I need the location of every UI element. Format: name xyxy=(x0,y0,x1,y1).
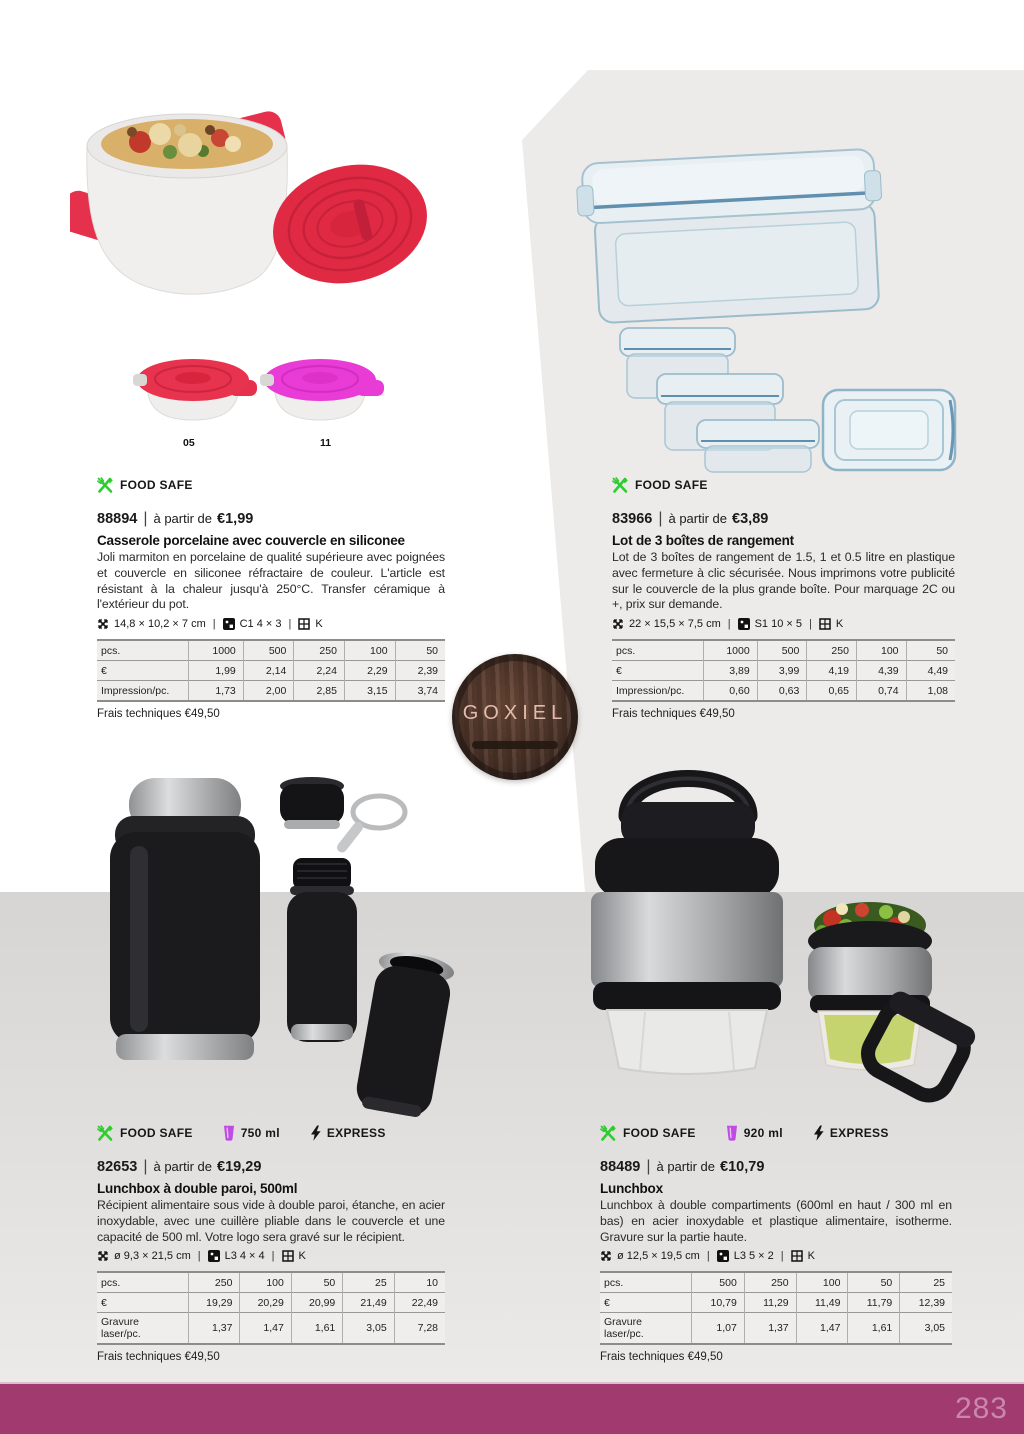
table-cell: 0,65 xyxy=(807,681,857,702)
product-photo-storage-boxes xyxy=(575,128,977,478)
food-safe-badge xyxy=(97,477,193,494)
badge-row xyxy=(97,1124,445,1142)
table-cell: 100 xyxy=(240,1272,291,1293)
casserole-pot xyxy=(70,109,288,295)
table-row-label: € xyxy=(600,1293,692,1313)
table-row xyxy=(97,661,445,681)
food-safe-badge xyxy=(600,1125,696,1142)
product-photo-casserole xyxy=(70,92,440,445)
fees-value: €49,50 xyxy=(699,708,735,721)
volume-label: 920 ml xyxy=(743,1126,783,1140)
table-cell: 1,47 xyxy=(240,1313,291,1345)
separator: | xyxy=(646,1158,651,1175)
table-row-label: pcs. xyxy=(101,1276,121,1289)
table-cell: 3,99 xyxy=(757,661,807,681)
table-cell: 2,85 xyxy=(294,681,345,702)
packaging-icon xyxy=(791,1250,803,1262)
mid-flask xyxy=(287,858,357,1042)
table-cell: 20,99 xyxy=(291,1293,342,1313)
price: €3,89 xyxy=(732,511,769,527)
table-cell: 50 xyxy=(906,640,955,661)
marking-icon xyxy=(717,1250,729,1262)
table-cell: 2,00 xyxy=(243,681,294,702)
fees-label: Frais techniques xyxy=(600,1351,685,1364)
product-description: Lot de 3 boîtes de rangement de 1.5, 1 et 0.5 litre en plastique avec fermeture à clic sécurisée. Nous imprimons votre publicité sur le couvercle de la plus grande boîte. Pour marquage 2C ou +, prix sur demande. xyxy=(612,550,955,612)
page-number: 283 xyxy=(954,1392,1008,1425)
separator: | xyxy=(143,1158,148,1175)
spec-line xyxy=(612,618,955,630)
table-row xyxy=(97,1293,445,1313)
table-cell: 20,29 xyxy=(240,1293,291,1313)
food-safe-label: FOOD SAFE xyxy=(623,1126,696,1140)
dimensions-icon xyxy=(600,1250,612,1262)
separator: | xyxy=(780,1250,784,1263)
volume-label: 750 ml xyxy=(240,1126,280,1140)
dimensions-text: 22 × 15,5 × 7,5 cm xyxy=(629,618,721,631)
food-safe-badge xyxy=(612,477,708,494)
price-table xyxy=(97,639,445,702)
table-row-label: pcs. xyxy=(616,644,636,657)
table-row xyxy=(600,1272,952,1293)
table-cell: 250 xyxy=(807,640,857,661)
table-row-label: Gravure laser/pc. xyxy=(600,1313,692,1345)
express-bolt-icon xyxy=(813,1125,824,1141)
product-photo-lunchbox xyxy=(560,745,980,1118)
separator: | xyxy=(197,1250,201,1263)
product-id: 82653 xyxy=(97,1159,138,1175)
table-cell: 10,79 xyxy=(692,1293,745,1313)
table-cell: 19,29 xyxy=(189,1293,240,1313)
table-cell: 1,37 xyxy=(189,1313,240,1345)
fees-value: €49,50 xyxy=(184,1351,220,1364)
brand-logo xyxy=(452,654,578,780)
product-id: 83966 xyxy=(612,511,653,527)
separator: | xyxy=(727,618,731,631)
logo-slot xyxy=(472,741,558,749)
product-id-line xyxy=(612,510,955,528)
food-safe-label: FOOD SAFE xyxy=(120,1126,193,1140)
table-cell: 2,14 xyxy=(243,661,294,681)
footer-bar xyxy=(0,1382,1024,1434)
table-row xyxy=(97,1272,445,1293)
product-description: Joli marmiton en porcelaine de qualité supérieure avec poignées et couvercle en siliconee réfractaire de couleur. L'article est résistant à la chaleur jusqu'à 250°C. Transfer céramique à l'extérieur du pot. xyxy=(97,550,445,612)
badge-row xyxy=(97,476,445,494)
table-cell: 1000 xyxy=(704,640,758,661)
technical-fees xyxy=(600,1351,952,1363)
table-cell: 3,89 xyxy=(704,661,758,681)
table-cell: 250 xyxy=(294,640,345,661)
variant-red-mini xyxy=(133,359,257,420)
price: €1,99 xyxy=(217,511,254,527)
dimensions-icon xyxy=(97,618,109,630)
express-badge xyxy=(310,1125,386,1141)
price: €10,79 xyxy=(720,1159,765,1175)
marking-text: C1 4 × 3 xyxy=(239,618,282,631)
table-cell: 1,73 xyxy=(189,681,244,702)
separator: | xyxy=(271,1250,275,1263)
table-cell: 1000 xyxy=(189,640,244,661)
product-title: Lot de 3 boîtes de rangement xyxy=(612,533,794,548)
table-cell: 1,47 xyxy=(796,1313,848,1345)
price-prefix: à partir de xyxy=(153,1159,213,1174)
table-cell: 1,08 xyxy=(906,681,955,702)
packaging-text: K xyxy=(315,618,323,631)
technical-fees xyxy=(612,708,955,720)
table-cell: 25 xyxy=(343,1272,394,1293)
table-cell: 11,79 xyxy=(848,1293,900,1313)
food-safe-label: FOOD SAFE xyxy=(635,478,708,492)
table-row-label: Impression/pc. xyxy=(612,681,704,702)
express-bolt-icon xyxy=(310,1125,321,1141)
table-cell: 1,61 xyxy=(848,1313,900,1345)
table-row-label: € xyxy=(612,661,704,681)
spec-line xyxy=(97,1250,445,1262)
product-photo-thermos xyxy=(85,772,460,1129)
product-id: 88894 xyxy=(97,511,138,527)
flask-cap-and-spoon xyxy=(280,777,405,855)
product-section-82653 xyxy=(97,1124,445,1363)
volume-badge xyxy=(726,1125,783,1141)
lid-top-view xyxy=(823,390,955,470)
variant-label-05: 05 xyxy=(183,437,195,449)
table-cell: 3,74 xyxy=(395,681,445,702)
table-cell: 11,49 xyxy=(796,1293,848,1313)
fees-value: €49,50 xyxy=(184,708,220,721)
express-label: EXPRESS xyxy=(326,1126,386,1140)
fees-value: €49,50 xyxy=(687,1351,723,1364)
table-row-label: € xyxy=(97,661,189,681)
table-row xyxy=(97,640,445,661)
badge-row xyxy=(612,476,955,494)
express-badge xyxy=(813,1125,889,1141)
product-title: Lunchbox xyxy=(600,1181,663,1196)
table-cell: 11,29 xyxy=(744,1293,796,1313)
marking-icon xyxy=(208,1250,220,1262)
technical-fees xyxy=(97,708,445,720)
table-cell: 500 xyxy=(243,640,294,661)
separator: | xyxy=(706,1250,710,1263)
table-row-label: Gravure laser/pc. xyxy=(97,1313,189,1345)
marking-icon xyxy=(738,618,750,630)
table-cell: 250 xyxy=(744,1272,796,1293)
price-table xyxy=(612,639,955,702)
table-cell: 50 xyxy=(291,1272,342,1293)
dimensions-icon xyxy=(97,1250,109,1262)
separator: | xyxy=(288,618,292,631)
fees-label: Frais techniques xyxy=(612,708,697,721)
food-safe-badge xyxy=(97,1125,193,1142)
big-lunchbox xyxy=(591,779,783,1075)
volume-badge xyxy=(223,1125,280,1141)
product-title: Lunchbox à double paroi, 500ml xyxy=(97,1181,298,1196)
food-safe-label: FOOD SAFE xyxy=(120,478,193,492)
product-section-88489 xyxy=(600,1124,952,1363)
small-open-flask xyxy=(353,948,456,1120)
price-table xyxy=(600,1271,952,1345)
table-cell: 50 xyxy=(848,1272,900,1293)
variant-pink-mini xyxy=(260,359,384,420)
product-id-line xyxy=(97,510,445,528)
table-cell: 3,05 xyxy=(900,1313,952,1345)
dimensions-text: 14,8 × 10,2 × 7 cm xyxy=(114,618,206,631)
table-row xyxy=(612,640,955,661)
dimensions-icon xyxy=(612,618,624,630)
table-row-label: pcs. xyxy=(604,1276,624,1289)
fees-label: Frais techniques xyxy=(97,1351,182,1364)
table-cell: 100 xyxy=(796,1272,848,1293)
table-row xyxy=(612,661,955,681)
table-cell: 1,07 xyxy=(692,1313,745,1345)
product-id-line xyxy=(97,1158,445,1176)
table-cell: 4,49 xyxy=(906,661,955,681)
table-cell: 0,63 xyxy=(757,681,807,702)
product-id: 88489 xyxy=(600,1159,641,1175)
table-row xyxy=(97,681,445,702)
product-title: Casserole porcelaine avec couvercle en siliconee xyxy=(97,533,405,548)
dimensions-text: ø 9,3 × 21,5 cm xyxy=(114,1250,191,1263)
packaging-text: K xyxy=(298,1250,306,1263)
price-table xyxy=(97,1271,445,1345)
table-cell: 500 xyxy=(692,1272,745,1293)
packaging-icon xyxy=(282,1250,294,1262)
volume-cup-icon xyxy=(726,1125,738,1141)
table-cell: 2,39 xyxy=(395,661,445,681)
price: €19,29 xyxy=(217,1159,262,1175)
table-cell: 25 xyxy=(900,1272,952,1293)
table-row xyxy=(612,681,955,702)
main-flask xyxy=(110,778,260,1060)
product-section-83966 xyxy=(612,476,955,720)
brand-logo-text: GOXIEL xyxy=(462,701,568,724)
marking-text: S1 10 × 5 xyxy=(754,618,802,631)
table-row-label: € xyxy=(97,1293,189,1313)
table-row xyxy=(600,1293,952,1313)
table-cell: 4,39 xyxy=(856,661,906,681)
marking-text: L3 4 × 4 xyxy=(224,1250,265,1263)
variant-label-11: 11 xyxy=(320,437,332,449)
table-cell: 3,05 xyxy=(343,1313,394,1345)
large-container xyxy=(575,148,887,324)
table-row-label: Impression/pc. xyxy=(97,681,189,702)
table-cell: 10 xyxy=(394,1272,445,1293)
packaging-text: K xyxy=(807,1250,815,1263)
table-cell: 0,74 xyxy=(856,681,906,702)
product-id-line xyxy=(600,1158,952,1176)
packaging-text: K xyxy=(835,618,844,631)
table-cell: 50 xyxy=(395,640,445,661)
marking-text: L3 5 × 2 xyxy=(733,1250,774,1263)
table-cell: 100 xyxy=(344,640,395,661)
table-cell: 3,15 xyxy=(344,681,395,702)
price-prefix: à partir de xyxy=(668,511,728,526)
separator: | xyxy=(143,510,148,527)
table-cell: 100 xyxy=(856,640,906,661)
food-safe-icon xyxy=(612,477,629,494)
separator: | xyxy=(212,618,216,631)
table-cell: 0,60 xyxy=(704,681,758,702)
packaging-icon xyxy=(298,618,310,630)
table-cell: 1,37 xyxy=(744,1313,796,1345)
table-cell: 250 xyxy=(189,1272,240,1293)
food-safe-icon xyxy=(97,1125,114,1142)
price-prefix: à partir de xyxy=(153,511,213,526)
marking-icon xyxy=(223,618,235,630)
price-prefix: à partir de xyxy=(656,1159,716,1174)
table-cell: 1,61 xyxy=(291,1313,342,1345)
table-cell: 12,39 xyxy=(900,1293,952,1313)
table-cell: 7,28 xyxy=(394,1313,445,1345)
product-description: Récipient alimentaire sous vide à double paroi, étanche, en acier inoxydable, avec une cuillère pliable dans le couvercle et une capacité de 500 ml. Votre logo sera gravé sur le récipient. xyxy=(97,1198,445,1244)
dimensions-text: ø 12,5 × 19,5 cm xyxy=(617,1250,700,1263)
table-cell: 21,49 xyxy=(343,1293,394,1313)
product-section-88894 xyxy=(97,476,445,720)
separator: | xyxy=(809,618,812,631)
small-container-3 xyxy=(697,420,819,472)
table-cell: 500 xyxy=(757,640,807,661)
technical-fees xyxy=(97,1351,445,1363)
table-cell: 2,24 xyxy=(294,661,345,681)
table-row xyxy=(600,1313,952,1345)
packaging-icon xyxy=(819,618,831,630)
table-row xyxy=(97,1313,445,1345)
separator: | xyxy=(658,510,663,527)
spec-line xyxy=(97,618,445,630)
table-cell: 22,49 xyxy=(394,1293,445,1313)
food-safe-icon xyxy=(600,1125,617,1142)
fees-label: Frais techniques xyxy=(97,708,182,721)
badge-row xyxy=(600,1124,952,1142)
food-safe-icon xyxy=(97,477,114,494)
table-cell: 4,19 xyxy=(807,661,857,681)
table-row-label: pcs. xyxy=(101,644,121,657)
spec-line xyxy=(600,1250,952,1262)
table-cell: 2,29 xyxy=(344,661,395,681)
table-cell: 1,99 xyxy=(189,661,244,681)
express-label: EXPRESS xyxy=(829,1126,889,1140)
volume-cup-icon xyxy=(223,1125,235,1141)
product-description: Lunchbox à double compartiments (600ml en haut / 300 ml en bas) en acier inoxydable et plastique alimentaire, isotherme. Gravure sur la partie haute. xyxy=(600,1198,952,1244)
